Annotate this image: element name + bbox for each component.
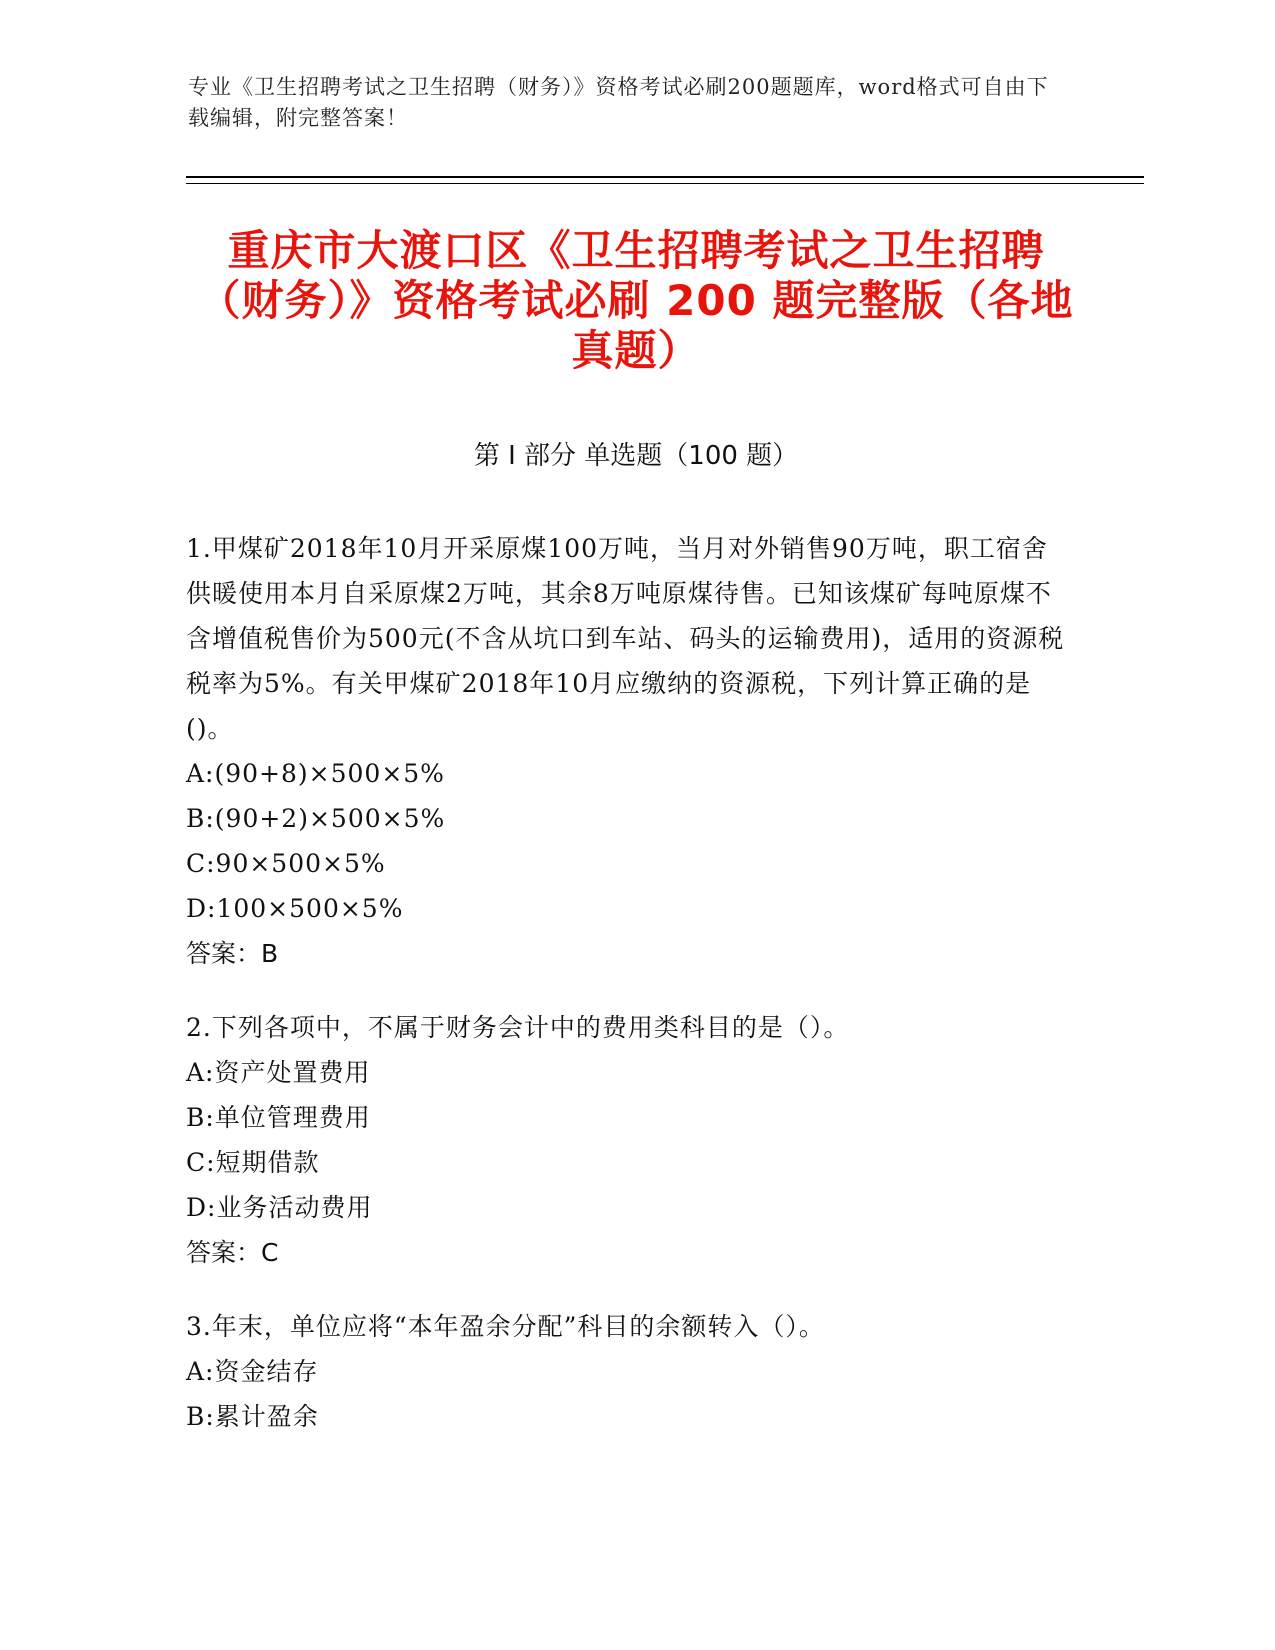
answer: 答案：C (186, 1238, 279, 1267)
question-3 (186, 1304, 1066, 1439)
header-divider-thick (186, 176, 1144, 178)
answer: 答案：B (186, 939, 279, 968)
option-c: C:90×500×5% (186, 849, 386, 878)
question-stem: 2.下列各项中，不属于财务会计中的费用类科目的是（）。 (186, 1013, 850, 1042)
option-a: A:(90+8)×500×5% (186, 759, 445, 788)
option-d: D:业务活动费用 (186, 1193, 373, 1222)
option-a: A:资金结存 (186, 1357, 319, 1386)
document-title: 重庆市大渡口区《卫生招聘考试之卫生招聘（财务）》资格考试必刷 200 题完整版（各地真题） (198, 226, 1074, 375)
option-b: B:累计盈余 (186, 1402, 319, 1431)
section-title: 第 I 部分 单选题（100 题） (473, 441, 799, 471)
header-divider-thin (186, 183, 1144, 184)
option-b: B:单位管理费用 (186, 1103, 371, 1132)
option-d: D:100×500×5% (186, 894, 404, 923)
question-2 (186, 1005, 1066, 1275)
option-b: B:(90+2)×500×5% (186, 804, 446, 833)
question-list (186, 526, 1066, 1468)
question-stem: 1.甲煤矿2018年10月开采原煤100万吨，当月对外销售90万吨，职工宿舍供暖使用本月自采原煤2万吨，其余8万吨原煤待售。已知该煤矿每吨原煤不含增值税售价为500元(不含从坑口到车站、码头的运输费用)，适用的资源税税率为5%。有关甲煤矿2018年10月应缴纳的资源税，下列计算正确的是()。 (186, 534, 1065, 743)
header-note: 专业《卫生招聘考试之卫生招聘（财务）》资格考试必刷200题题库，word格式可自由下载编辑，附完整答案！ (188, 75, 1049, 130)
option-c: C:短期借款 (186, 1148, 320, 1177)
question-stem: 3.年末，单位应将“本年盈余分配”科目的余额转入（）。 (186, 1312, 825, 1341)
question-1 (186, 526, 1066, 976)
option-a: A:资产处置费用 (186, 1058, 371, 1087)
